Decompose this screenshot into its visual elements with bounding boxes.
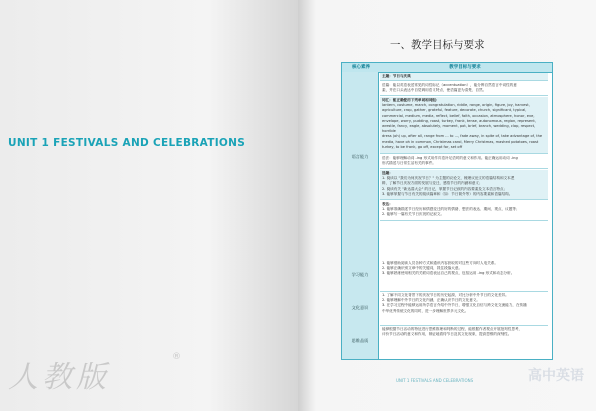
section-title: 一、教学目标与要求 xyxy=(390,39,485,51)
text-line: 2. 能够写一篇有关节日庆祝的记叙文。 xyxy=(382,212,445,217)
text-line: turkey, to be frank, go off, except for, set off xyxy=(382,144,463,149)
label-language: 语言能力 xyxy=(351,154,369,159)
label-cell-thinking xyxy=(342,326,379,359)
text-line: 素，并在口头表达中自觉调用语义特点，使语篇更为清楚、自然。 xyxy=(382,88,487,93)
text-line: 形式描述与日常生活有关的事件。 xyxy=(382,161,436,166)
text-line: 1. 能够准确描述节日经历和情感变迁的好的情绪、想法的表达、期间、观点、议题等； xyxy=(382,207,520,212)
text-line: 词汇：能正确使用下列单词和词组： xyxy=(382,98,440,102)
row-learning-ability xyxy=(380,260,548,292)
row-grammar xyxy=(380,155,548,169)
col-header-core: 核心素养 xyxy=(352,65,370,70)
label-culture: 文化意识 xyxy=(351,305,369,310)
row-theme xyxy=(380,73,548,81)
text-line: wrestle, fancy, eagle, absolutely, moment, pot, brief, branch, wedding, clap, respect, xyxy=(382,124,536,129)
row-cultural-awareness xyxy=(380,292,548,326)
text-line: agriculture, crop, gather, grateful, feature, decorate, church, significant, typical, xyxy=(382,108,527,113)
text-line: 评价节日活动的意义和作用，辩证地看待节日及其文化现象，提高思维的深刻性。 xyxy=(382,332,512,337)
text-line: 1. 阅读以 "我们为何庆祝节日？" 为主题的议论文，梳理议论文的语篇结构和文本逻 xyxy=(382,176,515,181)
text-line: 2. 阅读有关 "新达慕大会" 的日记，掌握节日记叙的内容要素及文本语言特点； xyxy=(382,186,508,191)
text-line: 1. 了解不同文化背景下的庆祝节日的历史起源，对比分析中外节日的文化差异。 xyxy=(382,293,509,297)
text-line: 3. 在学习过程中能够运用所学语言介绍中外节日，增强文化自信与跨文化交流能力，在传播 xyxy=(382,303,527,308)
text-line: 选题： xyxy=(382,171,393,175)
publisher-watermark: 人教版 xyxy=(8,360,110,395)
corner-watermark: 高中英语 xyxy=(528,368,584,384)
text-line: 中华优秀传统文化的同时，进一步理解世界多元文化。 xyxy=(382,308,469,313)
col-header-goals: 教学目标与要求 xyxy=(449,65,481,70)
row-reading xyxy=(380,170,548,200)
label-learning: 学习能力 xyxy=(351,272,369,277)
text-line: commercial, medium, media, reflect, belief, faith, occasion, atmosphere, honor, eve, xyxy=(382,113,535,118)
text-line: horrible xyxy=(382,129,396,134)
row-discourse xyxy=(380,82,548,96)
text-line: 语法：能够理解动词 -ing 形式用作宾语补足语时的意义和作用。能正确运用动词 -ing xyxy=(382,156,518,160)
registered-mark: ® xyxy=(172,352,181,362)
label-cell-learning xyxy=(342,260,379,293)
label-cell-language xyxy=(342,72,379,261)
text-line: 表达： xyxy=(382,202,393,206)
text-line: dress (oh) up, after all, range from ... to ..., fade away, in spite of, take advantage of, the xyxy=(382,134,543,139)
row-thinking-quality xyxy=(380,326,548,359)
text-line: 2. 能够正确识别文章中的关键词，抓住段落大意。 xyxy=(382,266,463,271)
text-line: 主题：节日与庆典 xyxy=(382,74,411,78)
text-line: 3. 能够掌握与节日有关的阅读篇章和（如：节日简介等）的内容要素和语篇结构。 xyxy=(382,191,513,196)
row-vocabulary xyxy=(380,97,548,154)
text-line: media, have oh in common, Christmas carol, Merry Christmas, mashed potatoes, roast xyxy=(382,139,539,144)
text-line: 能够根据节日活动的特征进行思维推理和判断的过程，能根据作者观点开展批判性思考， xyxy=(382,327,523,331)
text-line: 辑，了解节日庆祝方面的发展与变迁，感悟节日的内涵和意义； xyxy=(382,181,483,186)
text-line: 3. 能够熟练使用相关的关联词语表达自己的观点，包括运用 -ing 形式和动态分析。 xyxy=(382,271,515,276)
objectives-table xyxy=(341,62,553,360)
row-expression xyxy=(380,201,548,221)
text-line: envelope, worry, pudding, roast, turkey, frank, tense, autonomous, region, represent, xyxy=(382,118,536,123)
text-line: 1. 能够借助阅读人员各种方式和通讯内容获取的对这些方向时人电关系。 xyxy=(382,261,498,265)
text-line: lantern, costume, march, congratulation, riddle, range, origin, figure, joy, harvest, xyxy=(382,103,530,108)
text-line: 语篇：能以英语表述常见的词性标记（accentuation），能分辨自然语言中词性的意 xyxy=(382,83,517,87)
label-cell-culture xyxy=(342,292,379,327)
page-footer: UNIT 1 FESTIVALS AND CELEBRATIONS xyxy=(396,378,474,383)
text-line: 2. 能够理解中外节日的文化内涵，正确认识节日的文化意义。 xyxy=(382,298,481,303)
unit-title: UNIT 1 FESTIVALS AND CELEBRATIONS xyxy=(8,137,246,149)
label-thinking: 思维品质 xyxy=(351,338,369,343)
